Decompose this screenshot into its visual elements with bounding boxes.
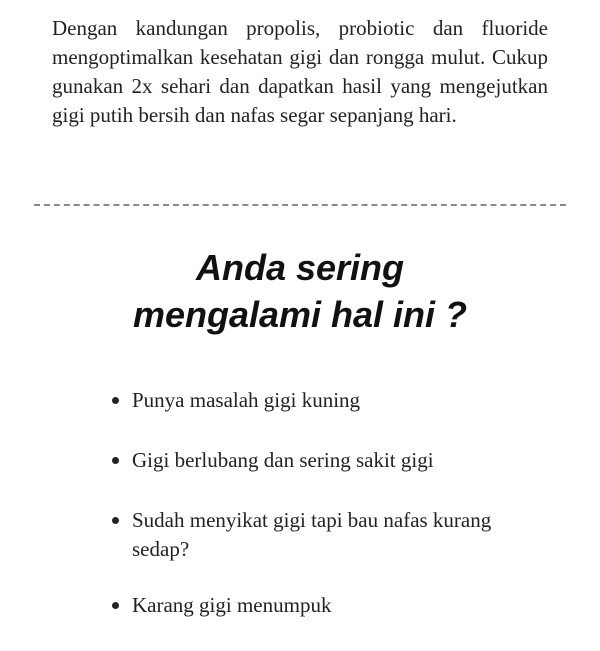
- list-item: [110, 591, 530, 620]
- list-item-text: Gigi berlubang dan sering sakit gigi: [132, 448, 434, 472]
- symptom-list: [110, 386, 530, 651]
- heading-line-1: Anda sering: [195, 247, 405, 288]
- list-item-text: Punya masalah gigi kuning: [132, 388, 361, 412]
- dashed-divider: [34, 204, 566, 206]
- section-heading: [60, 244, 540, 338]
- heading-line-2: mengalami hal ini ?: [132, 294, 468, 335]
- bullet-icon: [112, 397, 119, 404]
- bullet-icon: [112, 517, 119, 524]
- list-item-text: Sudah menyikat gigi tapi bau nafas kurang sedap?: [132, 508, 492, 561]
- list-item-text: Karang gigi menumpuk: [132, 593, 332, 617]
- list-item: [110, 386, 530, 415]
- intro-paragraph: Dengan kandungan propolis, probiotic dan fluoride mengoptimalkan kesehatan gigi dan rongga mulut. Cukup gunakan 2x sehari dan dapatkan hasil yang mengejutkan gigi putih bersih dan nafas segar sepanjang hari.: [52, 16, 548, 127]
- bullet-icon: [112, 602, 119, 609]
- bullet-icon: [112, 457, 119, 464]
- list-item: [110, 446, 530, 475]
- list-item: [110, 506, 530, 564]
